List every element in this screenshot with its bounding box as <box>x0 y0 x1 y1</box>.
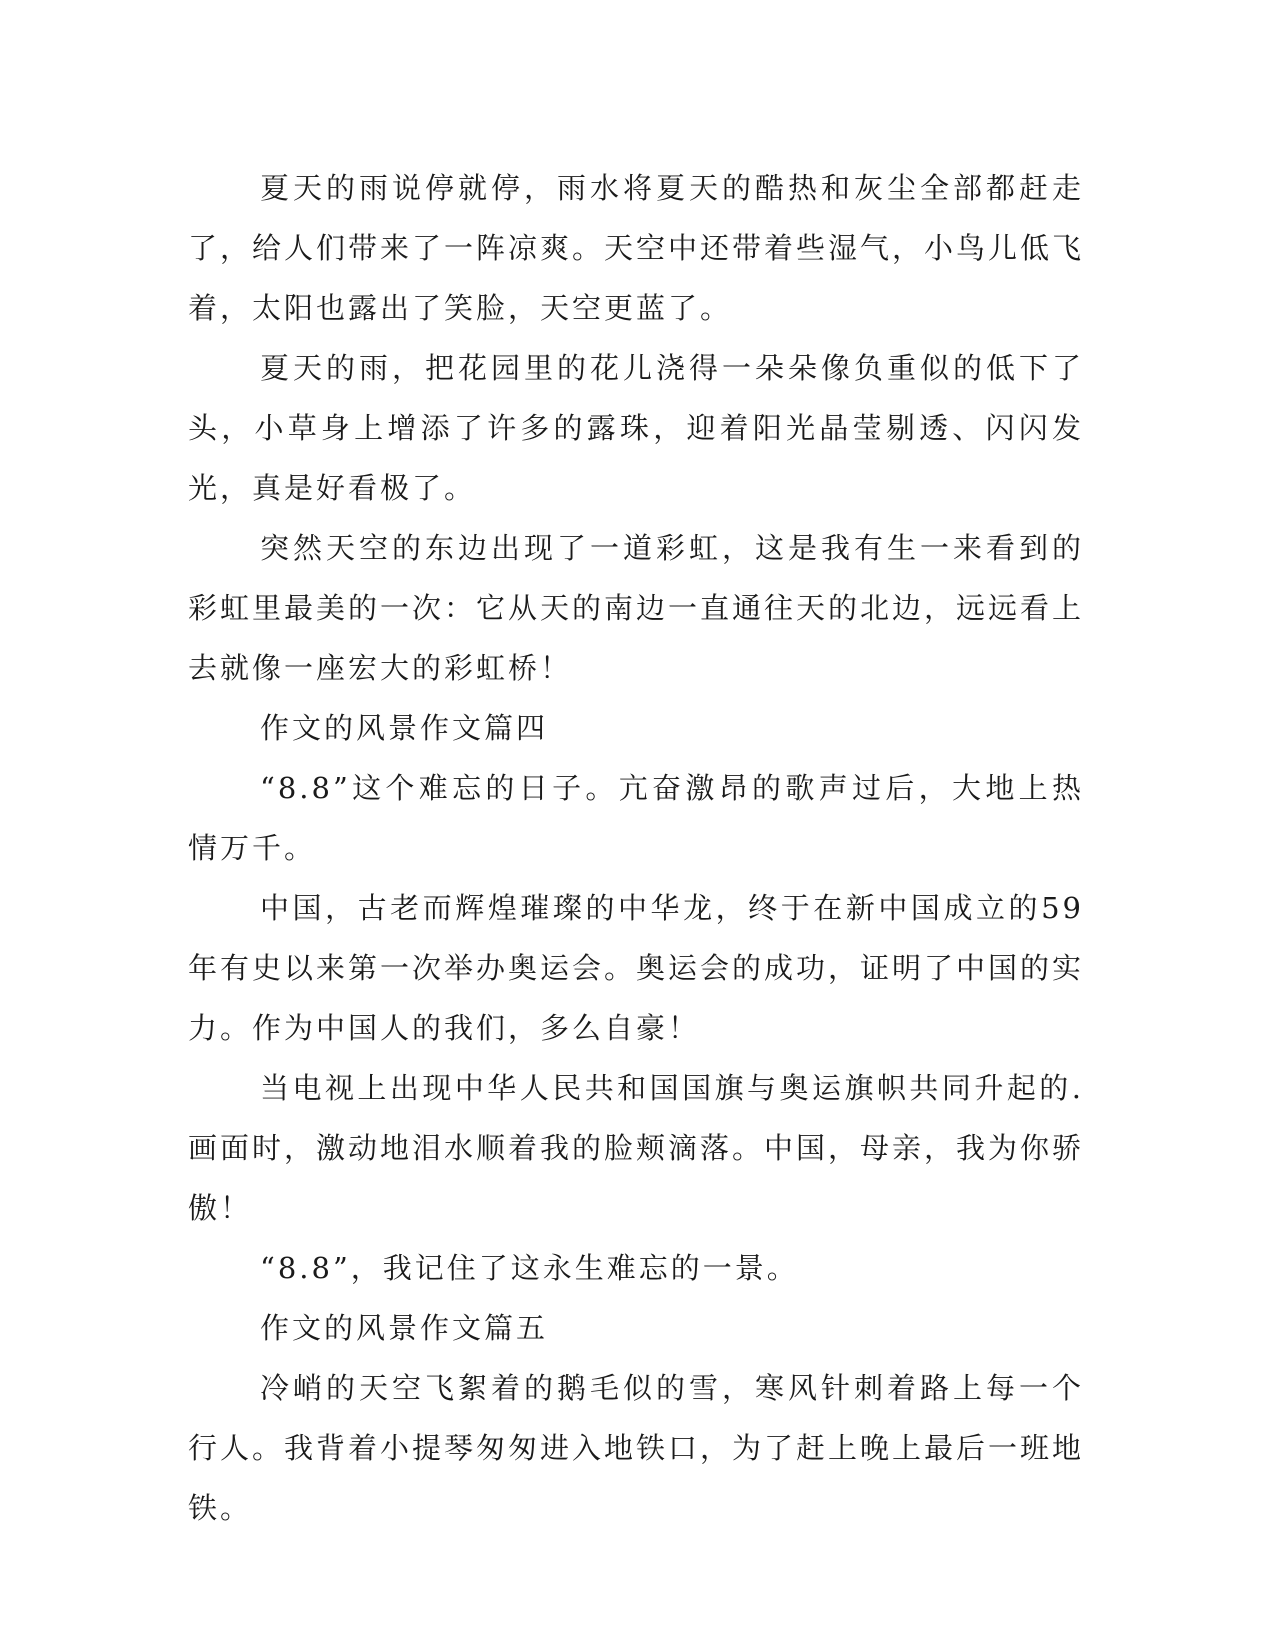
paragraph-remember: “8.8”，我记住了这永生难忘的一景。 <box>260 1251 799 1285</box>
paragraph-rainbow: 突然天空的东边出现了一道彩虹，这是我有生一来看到的彩虹里最美的一次：它从天的南边一直通往天的北边，远远看上去就像一座宏大的彩虹桥！ <box>188 531 1085 685</box>
paragraph-summer-rain-garden: 夏天的雨，把花园里的花儿浇得一朵朵像负重似的低下了头，小草身上增添了许多的露珠，迎着阳光晶莹剔透、闪闪发光，真是好看极了。 <box>188 351 1084 505</box>
document-body <box>188 158 1084 1538</box>
section-heading-5: 作文的风景作文篇五 <box>260 1311 549 1345</box>
paragraph-snow-subway: 冷峭的天空飞絮着的鹅毛似的雪，寒风针刺着路上每一个行人。我背着小提琴匆匆进入地铁口，为了赶上晚上最后一班地铁。 <box>188 1371 1085 1525</box>
paragraph-china-olympics: 中国，古老而辉煌璀璨的中华龙，终于在新中国成立的59年有史以来第一次举办奥运会。奥运会的成功，证明了中国的实力。作为中国人的我们，多么自豪！ <box>188 891 1085 1045</box>
paragraph-8-8-day: “8.8”这个难忘的日子。亢奋激昂的歌声过后，大地上热情万千。 <box>188 771 1084 865</box>
section-heading-4: 作文的风景作文篇四 <box>260 711 549 745</box>
paragraph-summer-rain-stops: 夏天的雨说停就停，雨水将夏天的酷热和灰尘全部都赶走了，给人们带来了一阵凉爽。天空中还带着些湿气，小鸟儿低飞着，太阳也露出了笑脸，天空更蓝了。 <box>188 171 1085 325</box>
paragraph-flag-raising: 当电视上出现中华人民共和国国旗与奥运旗帜共同升起的.画面时，激动地泪水顺着我的脸颊滴落。中国，母亲，我为你骄傲！ <box>188 1071 1085 1225</box>
